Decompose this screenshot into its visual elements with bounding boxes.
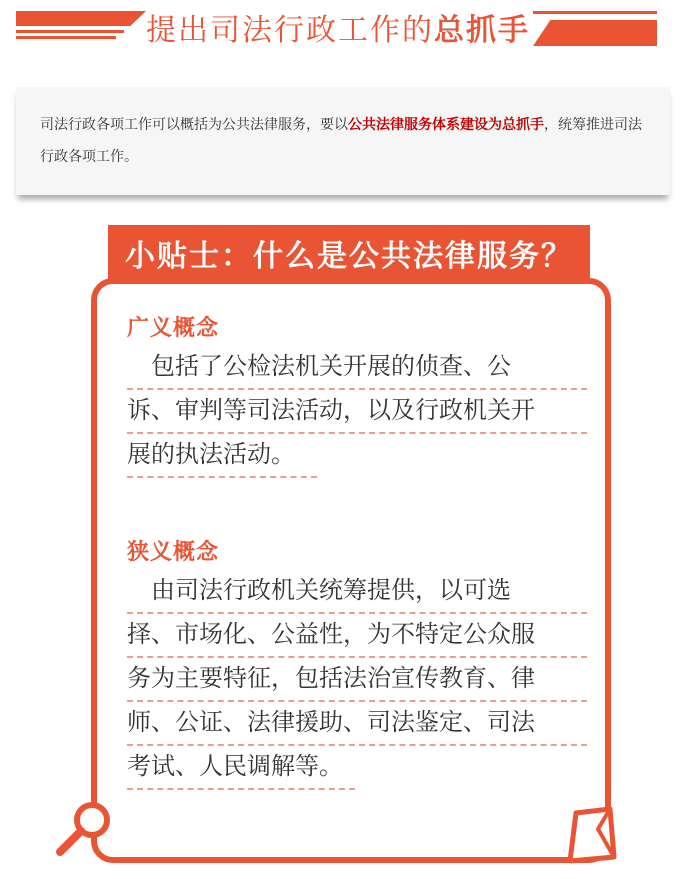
broad-line: 诉、审判等司法活动，以及行政机关开 <box>127 390 587 434</box>
intro-text-after: ，统筹推进司法行政各项工作。 <box>40 117 642 165</box>
intro-paragraph <box>40 109 652 173</box>
broad-line: 展的执法活动。 <box>127 434 317 478</box>
title-part-2: 总抓手 <box>434 13 530 48</box>
banner-stripe-right <box>533 20 657 46</box>
magnifier-icon <box>48 796 118 866</box>
intro-highlight: 公共法律服务体系建设为总抓手 <box>348 117 544 133</box>
title-part-1: 提出司法行政工作的 <box>146 13 434 48</box>
narrow-lines <box>127 570 587 790</box>
broad-lines <box>127 346 587 478</box>
tip-title: 小贴士：什么是公共法律服务？ <box>125 239 573 274</box>
tip-card-tab <box>108 225 590 281</box>
banner-line-right <box>533 11 657 14</box>
broad-heading: 广义概念 <box>127 316 220 341</box>
broad-line: 包括了公检法机关开展的侦查、公 <box>127 346 587 390</box>
intro-box <box>16 87 670 195</box>
intro-text-before: 司法行政各项工作可以概括为公共法律服务，要以 <box>40 117 348 133</box>
narrow-line: 择、市场化、公益性，为不特定公众服 <box>127 614 587 658</box>
banner-line-left <box>16 30 124 33</box>
narrow-line: 由司法行政机关统筹提供，以可选 <box>127 570 587 614</box>
narrow-line: 考试、人民调解等。 <box>127 746 355 790</box>
folded-corner-icon <box>568 805 618 865</box>
header-banner <box>0 0 688 70</box>
banner-line-left-2 <box>16 36 116 39</box>
narrow-line: 师、公证、法律援助、司法鉴定、司法 <box>127 702 587 746</box>
narrow-line: 务为主要特征，包括法治宣传教育、律 <box>127 658 587 702</box>
page-title <box>148 6 528 48</box>
banner-stripe-left <box>16 11 146 26</box>
narrow-heading: 狭义概念 <box>127 540 220 565</box>
